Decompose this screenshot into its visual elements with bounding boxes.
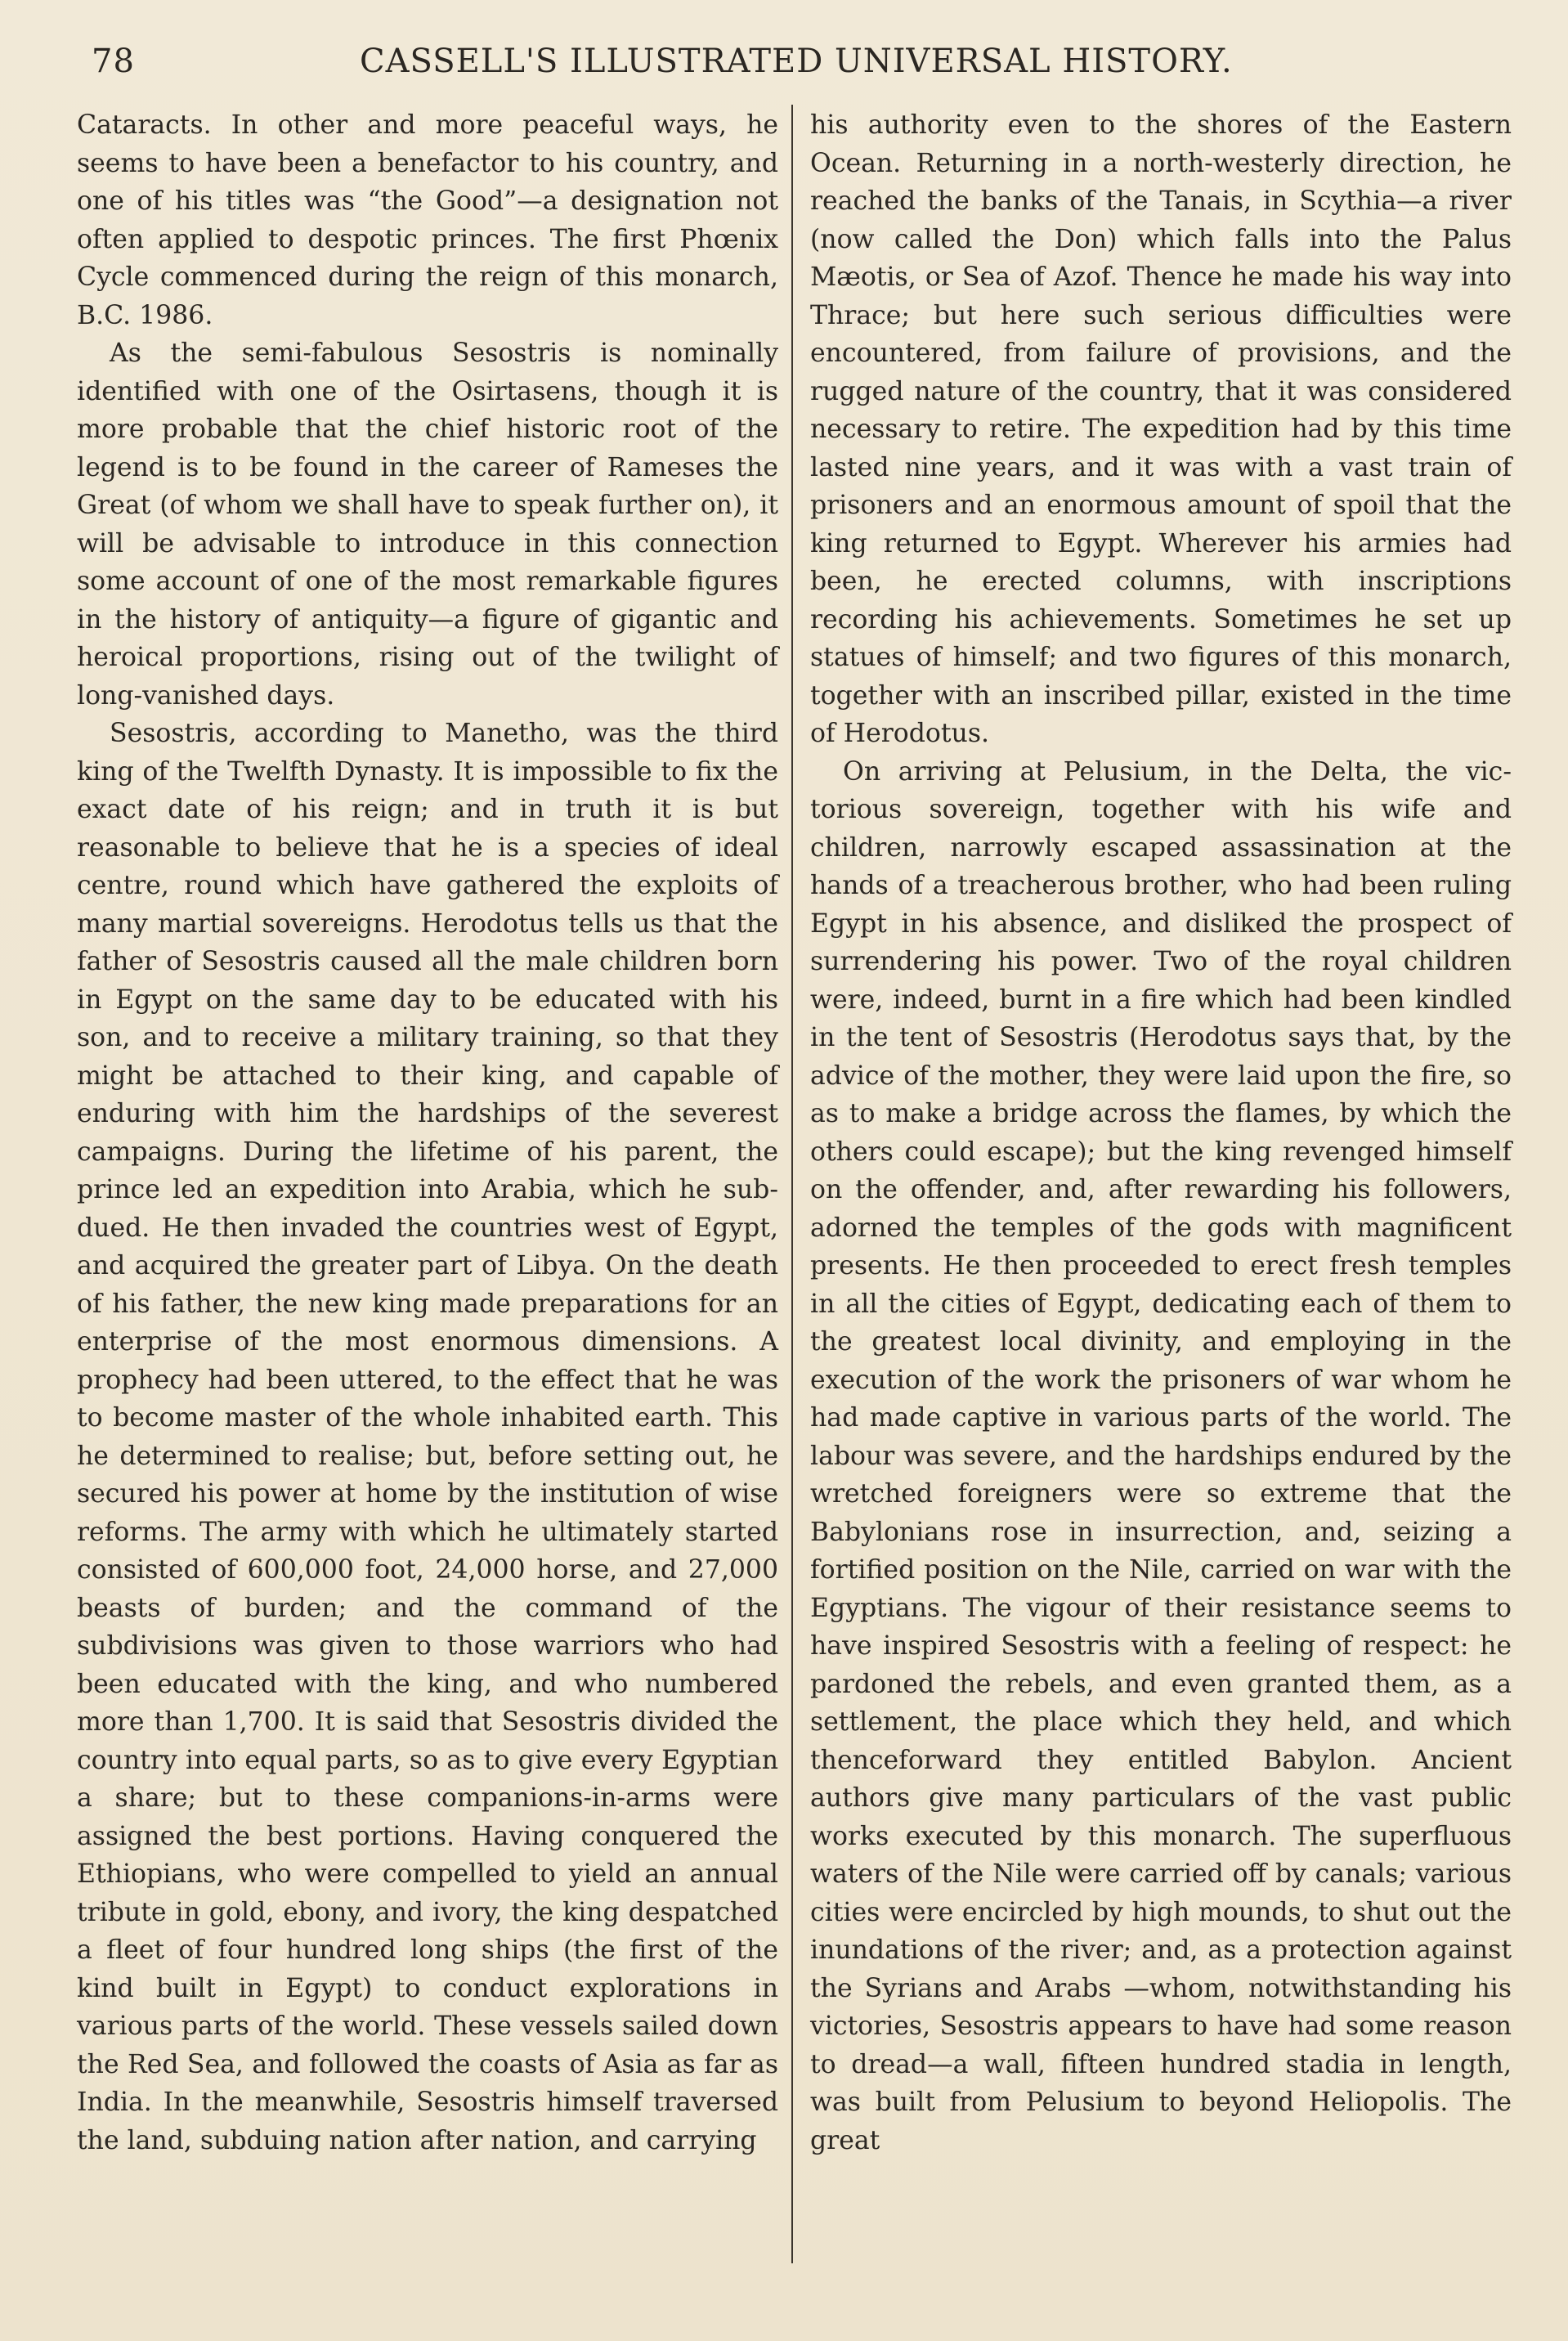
paragraph: On arriving at Pelusium, in the Delta, the victorious sovereign, together with his wife and children, narrowly escaped assassination at the hands of a treacherous brother, who had been ruling Egypt in his absence, and disliked the prospect of surrendering his power. Two of the royal children were, indeed, burnt in a fire which had been kindled in the tent of Sesostris (Herodotus says that, by the advice of the mother, they were laid upon the fire, so as to make a bridge across the flames, by which the others could escape); but the king revenged himself on the offender, and, after rewarding his followers, adorned the temples of the gods with magnificent presents. He then proceeded to erect fresh temples in all the cities of Egypt, dedicating each of them to the greatest local divinity, and employing in the execution of the work the prisoners of war whom he had made captive in various parts of the world. The labour was severe, and the hardships endured by the wretched foreigners were so extreme that the Babylonians rose in insurrection, and, seizing a fortified position on the Nile, carried on war with the Egyptians. The vigour of their resistance seems to have inspired Sesostris with a feeling of respect: he pardoned the rebels, and even granted them, as a settlement, the place which they held, and which thenceforward they entitled Babylon. Ancient authors give many particulars of the vast public works executed by this monarch. The superfluous waters of the Nile were carried off by canals; various cities were encircled by high mounds, to shut out the inundations of the river; and, as a protection against the Syrians and Arabs —whom, notwithstanding his victories, Sesostris appears to have had some reason to dread—a wall, fifteen hundred stadia in length, was built from Pelusium to beyond Heliopolis. The great	[810, 756, 1512, 2155]
page-header	[90, 38, 1521, 87]
column-divider	[791, 105, 793, 2263]
left-column	[77, 106, 778, 2265]
running-title: CASSELL'S ILLUSTRATED UNIVERSAL HISTORY.	[360, 43, 1233, 80]
page-number: 78	[92, 43, 135, 80]
paragraph: Sesostris, according to Manetho, was the third king of the Twelfth Dynasty. It is impossible to fix the exact date of his reign; and in truth it is but reasonable to believe that he is a species of ideal centre, round which have gathered the exploits of many martial sovereigns. Herodotus tells us that the father of Sesostris caused all the male children born in Egypt on the same day to be educated with his son, and to receive a military training, so that they might be attached to their king, and capable of enduring with him the hardships of the severest campaigns. During the lifetime of his parent, the prince led an expedition into Arabia, which he subdued. He then invaded the countries west of Egypt, and acquired the greater part of Libya. On the death of his father, the new king made preparations for an enterprise of the most enormous dimensions. A prophecy had been uttered, to the effect that he was to become master of the whole inhabited earth. This he determined to realise; but, before setting out, he secured his power at home by the institution of wise reforms. The army with which he ultimately started consisted of 600,000 foot, 24,000 horse, and 27,000 beasts of burden; and the command of the subdivisions was given to those warriors who had been educated with the king, and who numbered more than 1,700. It is said that Sesostris divided the country into equal parts, so as to give every Egyptian a share; but to these companions-in-arms were assigned the best portions. Having conquered the Ethiopians, who were compelled to yield an annual tribute in gold, ebony, and ivory, the king despatched a fleet of four hundred long ships (the first of the kind built in Egypt) to conduct explorations in various parts of the world. These vessels sailed down the Red Sea, and followed the coasts of Asia as far as India. In the meanwhile, Sesostris himself traversed the land, subduing nation after nation, and carrying	[77, 719, 778, 2155]
paragraph: Cataracts. In other and more peaceful ways, he seems to have been a benefactor to his country, and one of his titles was “the Good”—a designation not often applied to despotic princes. The first Phœnix Cycle commenced during the reign of this monarch, B.C. 1986.	[77, 110, 778, 330]
right-column	[810, 106, 1512, 2265]
paragraph: As the semi-fabulous Sesostris is nominally identified with one of the Osirtasens, though it is more probable that the chief historic root of the legend is to be found in the career of Rameses the Great (of whom we shall have to speak further on), it will be advisable to introduce in this connection some account of one of the most remarkable figures in the history of antiquity—a figure of gigantic and heroical proportions, rising out of the twilight of long-vanished days.	[77, 339, 778, 711]
paragraph: his authority even to the shores of the Eastern Ocean. Returning in a north-westerly direction, he reached the banks of the Tanais, in Scythia—a river (now called the Don) which falls into the Palus Mæotis, or Sea of Azof. Thence he made his way into Thrace; but here such serious difficulties were encountered, from failure of provisions, and the rugged nature of the country, that it was considered necessary to retire. The expedition had by this time lasted nine years, and it was with a vast train of prisoners and an enormous amount of spoil that the king returned to Egypt. Wherever his armies had been, he erected columns, with inscriptions recording his achievements. Sometimes he set up statues of himself; and two figures of this monarch, together with an inscribed pillar, existed in the time of Herodotus.	[810, 110, 1512, 748]
